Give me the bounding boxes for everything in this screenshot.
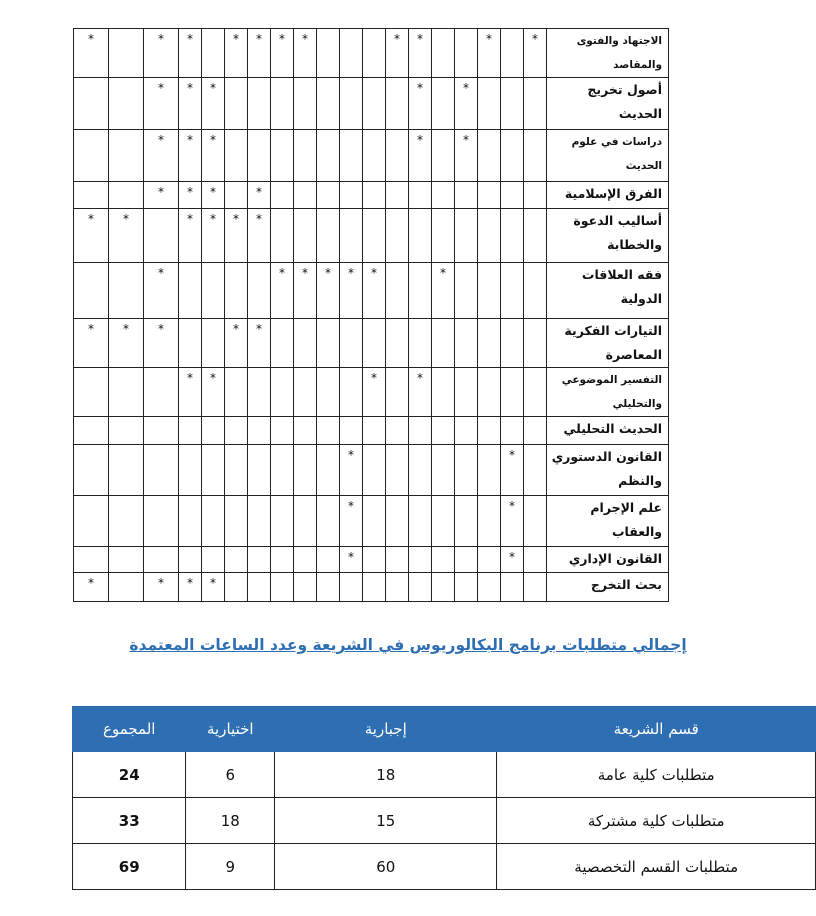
matrix-mark-cell: [478, 573, 501, 602]
matrix-mark-cell: *: [144, 573, 179, 602]
matrix-mark-cell: [271, 78, 294, 130]
matrix-mark-cell: [386, 182, 409, 209]
matrix-mark-cell: [363, 182, 386, 209]
matrix-mark-cell: [179, 417, 202, 445]
matrix-mark-cell: [109, 368, 144, 417]
matrix-mark-cell: [363, 209, 386, 263]
matrix-mark-cell: *: [202, 209, 225, 263]
course-outcomes-matrix: [73, 28, 669, 602]
summary-header-compulsory: إجبارية: [275, 707, 497, 752]
matrix-course-name: دراسات في علوم الحديث: [547, 130, 669, 182]
matrix-mark-cell: [294, 130, 317, 182]
matrix-mark-cell: [317, 182, 340, 209]
matrix-mark-cell: [202, 29, 225, 78]
matrix-mark-cell: [363, 417, 386, 445]
matrix-mark-cell: *: [501, 496, 524, 547]
matrix-mark-cell: [294, 368, 317, 417]
matrix-mark-cell: [501, 182, 524, 209]
matrix-mark-cell: [271, 319, 294, 368]
matrix-mark-cell: [455, 368, 478, 417]
matrix-mark-cell: [317, 319, 340, 368]
summary-row: [73, 798, 816, 844]
matrix-mark-cell: *: [409, 78, 432, 130]
matrix-mark-cell: [74, 368, 109, 417]
matrix-mark-cell: [225, 182, 248, 209]
summary-cell-total: 69: [73, 844, 186, 890]
matrix-mark-cell: [248, 263, 271, 319]
matrix-mark-cell: [432, 496, 455, 547]
summary-header-row: [73, 707, 816, 752]
matrix-mark-cell: [432, 130, 455, 182]
matrix-mark-cell: *: [144, 319, 179, 368]
matrix-mark-cell: [225, 368, 248, 417]
matrix-mark-cell: [524, 445, 547, 496]
matrix-mark-cell: [109, 29, 144, 78]
matrix-course-name: أصول تخريج الحديث: [547, 78, 669, 130]
matrix-mark-cell: *: [144, 182, 179, 209]
matrix-mark-cell: [386, 319, 409, 368]
matrix-mark-cell: *: [179, 130, 202, 182]
matrix-mark-cell: [74, 78, 109, 130]
matrix-row: [74, 319, 669, 368]
matrix-mark-cell: [386, 417, 409, 445]
matrix-mark-cell: *: [225, 209, 248, 263]
matrix-mark-cell: [202, 547, 225, 573]
matrix-mark-cell: [225, 417, 248, 445]
matrix-mark-cell: [225, 130, 248, 182]
matrix-mark-cell: *: [317, 263, 340, 319]
matrix-row: [74, 130, 669, 182]
matrix-mark-cell: [478, 130, 501, 182]
matrix-mark-cell: [202, 417, 225, 445]
matrix-course-name: القانون الدستوري والنظم: [547, 445, 669, 496]
summary-header-department: قسم الشريعة: [497, 707, 816, 752]
matrix-mark-cell: *: [455, 130, 478, 182]
matrix-mark-cell: [432, 319, 455, 368]
matrix-mark-cell: *: [386, 29, 409, 78]
matrix-mark-cell: [409, 182, 432, 209]
matrix-mark-cell: [363, 445, 386, 496]
matrix-mark-cell: *: [74, 573, 109, 602]
matrix-row: [74, 29, 669, 78]
matrix-mark-cell: [109, 445, 144, 496]
matrix-mark-cell: *: [74, 29, 109, 78]
matrix-mark-cell: [340, 29, 363, 78]
matrix-mark-cell: [248, 368, 271, 417]
matrix-mark-cell: [294, 445, 317, 496]
matrix-mark-cell: [294, 573, 317, 602]
matrix-mark-cell: *: [340, 263, 363, 319]
credit-hours-summary-table: [72, 706, 816, 890]
matrix-mark-cell: [144, 417, 179, 445]
matrix-mark-cell: [317, 209, 340, 263]
matrix-mark-cell: *: [432, 263, 455, 319]
matrix-mark-cell: [317, 417, 340, 445]
matrix-mark-cell: [317, 445, 340, 496]
matrix-row: [74, 368, 669, 417]
matrix-mark-cell: *: [144, 263, 179, 319]
matrix-mark-cell: [317, 29, 340, 78]
matrix-mark-cell: *: [202, 182, 225, 209]
matrix-mark-cell: *: [501, 445, 524, 496]
matrix-course-name: علم الإجرام والعقاب: [547, 496, 669, 547]
matrix-mark-cell: [271, 209, 294, 263]
matrix-mark-cell: [74, 445, 109, 496]
matrix-mark-cell: [501, 78, 524, 130]
matrix-mark-cell: [455, 209, 478, 263]
matrix-mark-cell: [202, 496, 225, 547]
matrix-row: [74, 263, 669, 319]
matrix-mark-cell: [340, 368, 363, 417]
matrix-mark-cell: [432, 547, 455, 573]
matrix-mark-cell: *: [340, 445, 363, 496]
matrix-mark-cell: [455, 547, 478, 573]
matrix-mark-cell: [340, 78, 363, 130]
matrix-mark-cell: *: [248, 182, 271, 209]
matrix-mark-cell: [478, 496, 501, 547]
matrix-mark-cell: [363, 573, 386, 602]
matrix-mark-cell: [225, 445, 248, 496]
matrix-mark-cell: [271, 445, 294, 496]
matrix-mark-cell: [179, 319, 202, 368]
matrix-course-name: أساليب الدعوة والخطابة: [547, 209, 669, 263]
summary-cell-total: 33: [73, 798, 186, 844]
matrix-mark-cell: [294, 319, 317, 368]
matrix-mark-cell: [432, 445, 455, 496]
matrix-mark-cell: [455, 29, 478, 78]
summary-heading: إجمالي متطلبات برنامج البكالوريوس في الشريعة وعدد الساعات المعتمدة: [129, 636, 687, 654]
matrix-mark-cell: *: [409, 368, 432, 417]
matrix-mark-cell: [74, 130, 109, 182]
matrix-mark-cell: [432, 78, 455, 130]
matrix-mark-cell: *: [179, 368, 202, 417]
matrix-mark-cell: [271, 130, 294, 182]
matrix-mark-cell: [74, 263, 109, 319]
matrix-mark-cell: [478, 368, 501, 417]
matrix-mark-cell: [478, 78, 501, 130]
matrix-mark-cell: [455, 417, 478, 445]
matrix-mark-cell: [294, 417, 317, 445]
matrix-row: [74, 209, 669, 263]
matrix-mark-cell: [524, 417, 547, 445]
matrix-mark-cell: [501, 319, 524, 368]
matrix-mark-cell: *: [248, 29, 271, 78]
matrix-mark-cell: [317, 78, 340, 130]
matrix-mark-cell: [363, 319, 386, 368]
matrix-mark-cell: [455, 445, 478, 496]
matrix-mark-cell: [386, 209, 409, 263]
matrix-mark-cell: [109, 547, 144, 573]
matrix-mark-cell: *: [144, 29, 179, 78]
matrix-mark-cell: [271, 496, 294, 547]
matrix-course-name: التيارات الفكرية المعاصرة: [547, 319, 669, 368]
matrix-mark-cell: [317, 547, 340, 573]
matrix-mark-cell: *: [202, 573, 225, 602]
matrix-course-name: التفسير الموضوعي والتحليلي: [547, 368, 669, 417]
matrix-mark-cell: [455, 573, 478, 602]
summary-header-total: المجموع: [73, 707, 186, 752]
matrix-mark-cell: [109, 496, 144, 547]
matrix-mark-cell: [179, 547, 202, 573]
matrix-mark-cell: [478, 182, 501, 209]
matrix-mark-cell: [317, 368, 340, 417]
matrix-mark-cell: [363, 130, 386, 182]
matrix-mark-cell: [363, 78, 386, 130]
matrix-mark-cell: [386, 573, 409, 602]
matrix-mark-cell: [386, 368, 409, 417]
matrix-mark-cell: [478, 209, 501, 263]
matrix-mark-cell: [225, 78, 248, 130]
matrix-mark-cell: [340, 417, 363, 445]
matrix-mark-cell: [478, 319, 501, 368]
matrix-mark-cell: [271, 573, 294, 602]
matrix-mark-cell: [524, 182, 547, 209]
matrix-mark-cell: [271, 182, 294, 209]
matrix-mark-cell: [144, 209, 179, 263]
matrix-mark-cell: *: [144, 78, 179, 130]
summary-cell-elective: 18: [186, 798, 275, 844]
matrix-mark-cell: [478, 547, 501, 573]
matrix-mark-cell: *: [501, 547, 524, 573]
matrix-mark-cell: [294, 547, 317, 573]
matrix-mark-cell: [455, 496, 478, 547]
summary-row: [73, 844, 816, 890]
summary-cell-category: متطلبات كلية مشتركة: [497, 798, 816, 844]
matrix-mark-cell: [225, 263, 248, 319]
matrix-row: [74, 78, 669, 130]
matrix-mark-cell: [363, 547, 386, 573]
matrix-mark-cell: [144, 496, 179, 547]
matrix-mark-cell: [225, 496, 248, 547]
matrix-mark-cell: [109, 182, 144, 209]
matrix-mark-cell: [294, 496, 317, 547]
matrix-mark-cell: [294, 78, 317, 130]
matrix-mark-cell: *: [109, 319, 144, 368]
matrix-row: [74, 445, 669, 496]
matrix-mark-cell: *: [179, 573, 202, 602]
matrix-mark-cell: [248, 78, 271, 130]
matrix-mark-cell: [524, 263, 547, 319]
matrix-mark-cell: *: [294, 263, 317, 319]
matrix-mark-cell: [501, 29, 524, 78]
summary-cell-elective: 9: [186, 844, 275, 890]
matrix-mark-cell: *: [109, 209, 144, 263]
matrix-mark-cell: [179, 263, 202, 319]
matrix-mark-cell: *: [202, 368, 225, 417]
matrix-mark-cell: *: [179, 209, 202, 263]
summary-cell-category: متطلبات كلية عامة: [497, 752, 816, 798]
summary-row: [73, 752, 816, 798]
matrix-mark-cell: [409, 417, 432, 445]
matrix-mark-cell: [386, 445, 409, 496]
matrix-mark-cell: *: [179, 78, 202, 130]
matrix-mark-cell: [248, 547, 271, 573]
matrix-mark-cell: [340, 573, 363, 602]
matrix-mark-cell: *: [294, 29, 317, 78]
matrix-mark-cell: [386, 547, 409, 573]
matrix-mark-cell: [74, 182, 109, 209]
summary-cell-total: 24: [73, 752, 186, 798]
matrix-mark-cell: [409, 263, 432, 319]
matrix-mark-cell: [409, 209, 432, 263]
matrix-mark-cell: *: [409, 130, 432, 182]
matrix-mark-cell: [109, 130, 144, 182]
matrix-mark-cell: *: [202, 78, 225, 130]
matrix-mark-cell: [432, 368, 455, 417]
summary-cell-elective: 6: [186, 752, 275, 798]
matrix-mark-cell: [478, 417, 501, 445]
matrix-mark-cell: [455, 319, 478, 368]
matrix-mark-cell: [294, 182, 317, 209]
matrix-mark-cell: [225, 547, 248, 573]
matrix-mark-cell: [432, 209, 455, 263]
matrix-mark-cell: [432, 29, 455, 78]
matrix-mark-cell: [432, 417, 455, 445]
matrix-mark-cell: [386, 496, 409, 547]
matrix-mark-cell: [340, 130, 363, 182]
matrix-mark-cell: *: [179, 29, 202, 78]
matrix-mark-cell: *: [524, 29, 547, 78]
matrix-mark-cell: [248, 496, 271, 547]
matrix-mark-cell: [386, 78, 409, 130]
summary-cell-category: متطلبات القسم التخصصية: [497, 844, 816, 890]
matrix-row: [74, 496, 669, 547]
matrix-mark-cell: [363, 496, 386, 547]
matrix-mark-cell: [501, 368, 524, 417]
matrix-mark-cell: *: [144, 130, 179, 182]
matrix-mark-cell: *: [478, 29, 501, 78]
matrix-mark-cell: [524, 209, 547, 263]
matrix-mark-cell: *: [409, 29, 432, 78]
matrix-mark-cell: [501, 130, 524, 182]
matrix-course-name: الفرق الإسلامية: [547, 182, 669, 209]
matrix-mark-cell: *: [271, 29, 294, 78]
matrix-mark-cell: *: [202, 130, 225, 182]
matrix-mark-cell: [109, 417, 144, 445]
matrix-mark-cell: *: [74, 319, 109, 368]
matrix-mark-cell: [432, 573, 455, 602]
matrix-mark-cell: [478, 445, 501, 496]
matrix-mark-cell: [409, 573, 432, 602]
matrix-mark-cell: [409, 445, 432, 496]
matrix-mark-cell: [455, 263, 478, 319]
matrix-mark-cell: [248, 417, 271, 445]
matrix-mark-cell: *: [225, 319, 248, 368]
matrix-mark-cell: [478, 263, 501, 319]
matrix-mark-cell: [202, 319, 225, 368]
matrix-mark-cell: [501, 573, 524, 602]
matrix-mark-cell: [409, 496, 432, 547]
matrix-course-name: الحديث التحليلي: [547, 417, 669, 445]
matrix-course-name: فقه العلاقات الدولية: [547, 263, 669, 319]
matrix-mark-cell: [432, 182, 455, 209]
matrix-mark-cell: [179, 496, 202, 547]
matrix-mark-cell: [271, 547, 294, 573]
matrix-course-name: بحث التخرج: [547, 573, 669, 602]
matrix-mark-cell: [202, 263, 225, 319]
matrix-mark-cell: [109, 573, 144, 602]
matrix-mark-cell: *: [340, 496, 363, 547]
matrix-mark-cell: [501, 417, 524, 445]
summary-cell-compulsory: 15: [275, 798, 497, 844]
matrix-mark-cell: [409, 319, 432, 368]
summary-cell-compulsory: 18: [275, 752, 497, 798]
matrix-mark-cell: [225, 573, 248, 602]
matrix-mark-cell: [455, 182, 478, 209]
matrix-row: [74, 547, 669, 573]
matrix-mark-cell: [317, 130, 340, 182]
matrix-mark-cell: [501, 263, 524, 319]
matrix-mark-cell: [144, 368, 179, 417]
matrix-mark-cell: [524, 368, 547, 417]
matrix-mark-cell: [109, 78, 144, 130]
matrix-mark-cell: [294, 209, 317, 263]
matrix-mark-cell: [409, 547, 432, 573]
matrix-mark-cell: [271, 417, 294, 445]
matrix-row: [74, 573, 669, 602]
matrix-mark-cell: [386, 263, 409, 319]
matrix-mark-cell: *: [455, 78, 478, 130]
matrix-mark-cell: [202, 445, 225, 496]
matrix-mark-cell: [363, 29, 386, 78]
matrix-mark-cell: [144, 547, 179, 573]
matrix-mark-cell: [524, 573, 547, 602]
matrix-course-name: الاجتهاد والفتوى والمقاصد: [547, 29, 669, 78]
matrix-mark-cell: [524, 496, 547, 547]
matrix-row: [74, 417, 669, 445]
matrix-mark-cell: [524, 547, 547, 573]
matrix-mark-cell: [144, 445, 179, 496]
matrix-mark-cell: [248, 445, 271, 496]
matrix-mark-cell: [74, 496, 109, 547]
matrix-mark-cell: [386, 130, 409, 182]
matrix-mark-cell: *: [363, 368, 386, 417]
matrix-mark-cell: *: [248, 209, 271, 263]
summary-cell-compulsory: 60: [275, 844, 497, 890]
matrix-mark-cell: [109, 263, 144, 319]
matrix-mark-cell: [248, 130, 271, 182]
summary-header-elective: اختيارية: [186, 707, 275, 752]
matrix-mark-cell: [317, 496, 340, 547]
matrix-mark-cell: [340, 182, 363, 209]
matrix-mark-cell: *: [74, 209, 109, 263]
matrix-mark-cell: [74, 547, 109, 573]
matrix-mark-cell: [524, 130, 547, 182]
matrix-mark-cell: [524, 319, 547, 368]
matrix-mark-cell: [248, 573, 271, 602]
matrix-row: [74, 182, 669, 209]
matrix-mark-cell: *: [271, 263, 294, 319]
matrix-mark-cell: *: [179, 182, 202, 209]
matrix-mark-cell: [501, 209, 524, 263]
matrix-mark-cell: [271, 368, 294, 417]
matrix-mark-cell: *: [225, 29, 248, 78]
matrix-mark-cell: [524, 78, 547, 130]
matrix-mark-cell: [340, 209, 363, 263]
matrix-mark-cell: [74, 417, 109, 445]
matrix-mark-cell: [340, 319, 363, 368]
matrix-mark-cell: *: [248, 319, 271, 368]
matrix-mark-cell: *: [363, 263, 386, 319]
matrix-mark-cell: [179, 445, 202, 496]
matrix-course-name: القانون الإداري: [547, 547, 669, 573]
matrix-mark-cell: [317, 573, 340, 602]
matrix-mark-cell: *: [340, 547, 363, 573]
